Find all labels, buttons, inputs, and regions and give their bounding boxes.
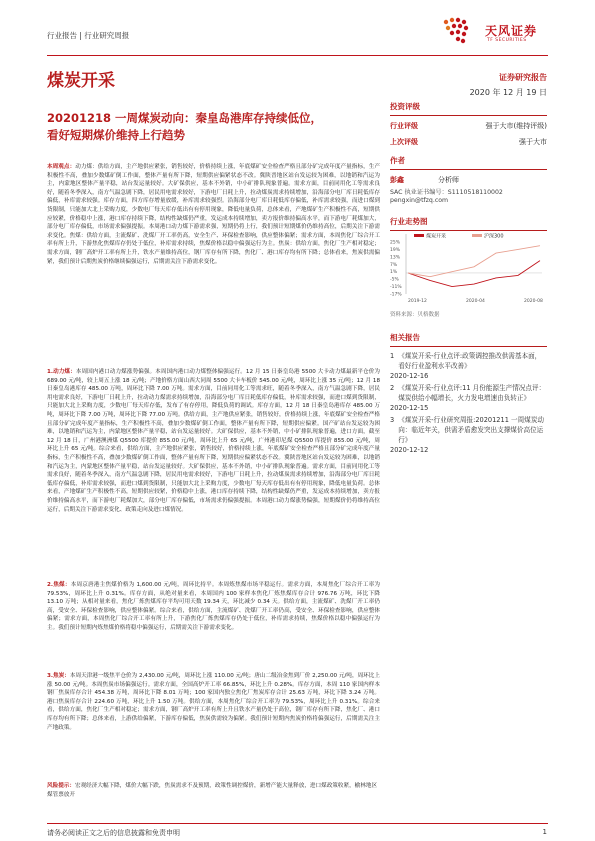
section3-text: 本周天津港一级焦平仓价为 2,430.00 元/吨，周环比上涨 110.00 元/吨；唐山二级冶金焦到厂价 2,250.00 元/吨，周环比上涨 50.00 元/吨。本周焦炭市场偏强运行。需求方面，全国高炉开工率 66.85%，环比上升 0.28%。库存方面，本周 110 家国内样本钢厂焦炭库存合计 454.38 万吨，周环比下降 8.01 万吨；100 家国内独立焦化厂焦炭库存合计 25.63 万吨，环比下降 3.24 万吨。港口焦炭库存合计 224.60 万吨，环比上升 1.50 万吨。供给方面，本周焦化厂综合开工率为 79.53%，周环比上升 0.31%。综合来看，供给方面，焦化厂生产相对稳定；需求方面，钢厂高炉开工率有所上升且铁水产量仍处于高位，钢厂库存有所下降，焦化厂、港口库存均有所下降；总体来看，上游供给偏紧，下游库存偏低，焦炭供需较为偏紧。我们预计短期内焦炭价格将偏强运行，后期需关注主产地政策。 (47, 673, 380, 731)
rating-heading: 投资评级 (390, 102, 420, 111)
section2-text: 本周京唐港主焦煤价格为 1,600.00 元/吨，周环比持平。本周炼焦煤市场平稳运行。需求方面，本周焦化厂综合开工率为 79.53%，周环比上升 0.31%。库存方面，从绝对量来看，本周国内 100 家样本焦化厂炼焦煤库存合计 976.76 万吨，环比下降 13.10 万吨；从相对量来看，焦化厂炼焦煤库存平均可用天数 19.34 天，环比减少 0.34 天。供给方面，主流煤矿、洗煤厂开工率仍高，受安全、环保检查影响，供应整体偏紧。综合来看，供给方面，主流煤矿、洗煤厂开工率仍高，受安全、环保检查影响，供应整体偏紧；需求方面，本周焦化厂综合开工率有所上升，下游焦化厂炼焦煤库存仍处于低位，补库需求持续，焦煤价格以稳中偏强运行为主。我们预计短期内炼焦煤价格将稳中偏强运行，后期需关注下游需求变化。 (47, 582, 380, 631)
sector-title: 煤炭开采 (47, 71, 115, 91)
x-tick-label: 2020-04 (466, 299, 485, 304)
chart-heading: 行业走势图 (390, 217, 428, 226)
author-row (390, 175, 547, 185)
report-title-line2: 看好短期煤价维持上行趋势 (47, 128, 185, 142)
logo-dots-icon (438, 14, 478, 50)
footer-divider (47, 823, 548, 824)
risk-text: 宏观经济大幅下降，煤价大幅下跌，焦炭需求不及预期，政策性调控煤价，新增产能大量释放，进口煤政策收紧，榆林地区煤管票放开 (47, 783, 378, 798)
x-tick-label: 2020-08 (524, 299, 543, 304)
y-tick-label: -11% (390, 285, 402, 291)
header-divider (47, 55, 548, 56)
rating-divider (390, 115, 547, 116)
legend-label-hs300: 沪深300 (484, 233, 504, 240)
rating-section (390, 101, 547, 147)
prev-rating-row (390, 137, 547, 147)
report-category: 行业报告 | 行业研究周报 (47, 31, 130, 40)
related-heading: 相关报告 (390, 333, 420, 342)
related-report-title[interactable]: 《煤炭开采-行业研究周报:20201211 一周煤炭动向：临近年关，供需矛盾愈发突出支撑煤价高位运行》 (398, 416, 544, 444)
section1-text: 本周国内港口动力煤涨势偏强。本周国内港口动力煤整体偏强运行。12 月 15 日秦皇岛港 5500 大卡动力煤最新平仓价为 689.00 元/吨，较上周五上涨 18 元/吨；产地价格方面山西大同周 5500 大卡车板价 545.00 元/吨，周环比上涨 35 元/吨；12 月 18 日秦皇岛港库存 485.00 万吨，周环比下降 7.00 万吨。需求方面，目前同用化工等需求旺，随着冬季深入，南方气温急剧下降，居民用电需求良好，下游电厂日耗上升，拉动动力煤需求持续增加，沿海部分电厂库日耗低库存偏低，补库需求较强，而进口煤到货限制，只能加大北上采购力度，少数电厂每天库存低，发布了有存停用，降低负荷的调试。库存方面，12 月 18 日秦皇岛港库存 485.00 万吨，周环比下降 7.00 万吨，周环比下降 77.00 万吨。供给方面，主产地供应紧张，销售较好，价格持续上涨，年底煤矿安全检查严格且部分矿完成年度产量指标，生产积极性不高，叠加少数煤矿倒工作面，整体产量有所下降，短期供应偏紧。国产矿站台发运较为困难，以地销和汽运为主，内蒙地区整体产量平稳，站台发运量较好。大矿保供应，基本不外销，中小矿排队现象普遍，进口方面，截至 12 月 18 日，广州港澳洲煤 Q5500 库提价 855.00 元/吨，周环比上升 65 元/吨，广州港印尼煤 Q5500 库提价 855.00 元/吨，周环比上升 65 元/吨。综合来看，供给方面，主产地供应紧张，销售较好，价格持续上涨，年底煤矿安全检查严格且部分矿完成年度产量指标，生产积极性不高，叠加少数煤矿倒工作面，整体产量有所下降，短期供应偏紧状态不改。冀陕晋地区站台发运较为困难，以地销和汽运为主，内蒙地区整体产量平稳，站台发运量较好。大矿保供应，基本不外销，中小矿排队现象普遍。需求方面，目前同用化工等需求良好，随着冬季深入，南方气温急剧下降，居民用电需求较好，下游电厂日耗上升，拉动煤炭需求持续增加，沿海部分电厂库日耗低库存偏低，补库需求较强，而进口煤到货限制，只能加大北上采购力度，少数电厂每天库存低出有有停用现象，降低电量负荷。总体来看，产地煤矿生产积极性不高，短期供应较紧，价格稳中上涨，港口库存持续下降，结构性缺煤仍严重，发运成本持续增加，卖方报价维持偏高水平，而下游电厂耗煤加大，部分电厂库存偏低，市场需求仍偏强提振。本周港口动力煤涨势偏强，短期煤价仍将维持高位运行，后期关注下游需求变化、政策走向及进口煤情况。 (47, 369, 380, 513)
report-title-line1 (47, 110, 322, 126)
author-cert: SAC 执业证书编号：S1110518110002 (390, 189, 503, 196)
page-number: 1 (542, 828, 547, 836)
y-tick-label: -17% (390, 292, 402, 298)
related-list (390, 351, 547, 455)
related-report-item[interactable] (390, 351, 547, 381)
section3-label: 3.焦炭： (47, 673, 70, 679)
x-axis (406, 273, 543, 304)
hs300-series-line (408, 246, 540, 277)
intro-label: 本周观点： (47, 164, 76, 170)
risk-paragraph (47, 782, 380, 799)
title-code: 20201218 (47, 111, 112, 125)
legend-label-coal: 煤炭开采 (426, 233, 447, 240)
chart-divider (390, 230, 547, 231)
chart-series (408, 246, 540, 287)
y-tick-label: 25% (390, 240, 401, 246)
industry-chart-section (390, 216, 547, 231)
related-report-item[interactable] (390, 415, 547, 455)
footer-disclaimer: 请务必阅读正文之后的信息披露和免责申明 (47, 829, 180, 837)
related-report-number: 2 (390, 384, 395, 392)
related-report-date: 2020-12-16 (390, 372, 429, 380)
author-section (390, 155, 547, 204)
logo-name: 天风证券 (485, 24, 538, 38)
industry-rating-label: 行业评级 (390, 122, 418, 130)
title-text: 一周煤炭动向：秦皇岛港库存持续低位， (115, 111, 323, 125)
related-report-date: 2020-12-12 (390, 446, 429, 454)
related-report-title[interactable]: 《煤炭开采-行业点评:11 月份能源生产情况点评：煤炭供给小幅增长，火力发电增速由负转正》 (398, 384, 546, 402)
related-divider (390, 346, 547, 347)
author-email[interactable]: pengxin@tfzq.com (390, 197, 449, 204)
author-heading: 作者 (390, 156, 405, 165)
author-divider (390, 169, 547, 170)
legend-swatch-hs300 (472, 234, 482, 237)
legend-swatch-coal (414, 234, 424, 237)
y-tick-label: 13% (390, 255, 401, 261)
coke-paragraph (47, 672, 380, 732)
related-report-title[interactable]: 《煤炭开采-行业点评:政策调控推改供需基本面，看好行业盈利水平改善》 (398, 352, 542, 370)
related-reports-section (390, 332, 547, 457)
y-tick-label: 7% (390, 262, 398, 268)
y-tick-label: 1% (390, 270, 398, 276)
prev-rating-label: 上次评级 (390, 138, 418, 146)
related-report-number: 3 (390, 416, 395, 424)
section1-label: 1.动力煤： (47, 369, 76, 375)
author-name: 彭鑫 (390, 176, 404, 184)
report-date: 2020 年 12 月 19 日 (469, 88, 547, 97)
section2-label: 2.焦煤： (47, 582, 71, 588)
y-tick-label: -5% (390, 277, 399, 283)
related-report-date: 2020-12-15 (390, 404, 429, 412)
industry-rating-row (390, 121, 547, 131)
coking-coal-paragraph (47, 581, 380, 633)
x-tick-label: 2019-12 (408, 299, 427, 304)
prev-rating-value: 强于大市 (519, 138, 547, 146)
logo-english: TF SECURITIES (487, 38, 527, 43)
thermal-coal-paragraph (47, 368, 380, 514)
industry-trend-chart (390, 232, 547, 304)
related-report-item[interactable] (390, 383, 547, 413)
industry-rating-value: 强于大市(维持评级) (485, 122, 547, 130)
y-tick-label: 19% (390, 247, 401, 253)
report-type: 证券研究报告 (499, 73, 547, 82)
coal-series-line (408, 261, 540, 287)
author-role: 分析师 (438, 176, 459, 184)
weekly-view-paragraph (47, 163, 380, 266)
intro-text: 动力煤：供给方面，主产地供应紧张，销售较好，价格持续上涨，年底煤矿安全检查严格且部分矿完成年度产量指标，生产积极性不高，叠加少数煤矿倒工作面，整体产量有所下降，短期供应偏紧状态不改。冀陕晋地区站台发运较为困难，以地销和汽运为主，内蒙地区整体产量平稳，站台发运量较好。大矿保供应，基本不外销，中小矿排队现象普遍。需求方面，目前同用化工等需求良好，随着冬季深入，南方气温急剧下降，居民用电需求较好，下游电厂日耗上升，拉动煤炭需求持续增加，沿海部分电厂库日耗低库存偏低，补库需求较强。库存方面，四方库存增量放缓，补库需求较强烈。沿海部分电厂库日耗低库存偏低，补库需求较强，而进口煤到货限制，只能加大北上采购力度，少数电厂每天库存低出有有停用现象，降低电量负荷，总体来看，产地煤矿生产积极性不高，短期供应较紧，价格稳中上涨，港口库存持续下降，结构性缺煤仍严重，发运成本持续增加，卖方报价维持偏高水平，而下游电厂耗煤加大，部分电厂库存偏低，市场需求偏强提振。本周港口动力煤下游需求强，短期仍将上行，我们预计短期煤价仍维持高位，后期关注下游需求变化。焦煤：供给方面，主流煤矿、洗煤厂开工率仍高，安全生产、环保检查影响，供应整体偏紧；需求方面，本周焦化厂综合开工率有所上升，下游焦化焦煤库存仍处于低位，补库需求持续，焦煤价格以稳中偏强运行为主。焦炭：供给方面，焦化厂生产相对稳定；需求方面，钢厂高炉开工率有所上升，铁水产量维持高位，钢厂库存有所下降，焦化厂、港口库存均有所下降；总体看来，焦炭供需偏紧，我们预计后期焦炭价格继续偏强运行，后期需关注下游需求变化。 (47, 164, 380, 265)
chart-source: 资料来源：贝格数据 (390, 312, 440, 318)
related-report-number: 1 (390, 352, 395, 360)
risk-label: 风险提示： (47, 783, 75, 789)
y-axis (390, 240, 402, 298)
